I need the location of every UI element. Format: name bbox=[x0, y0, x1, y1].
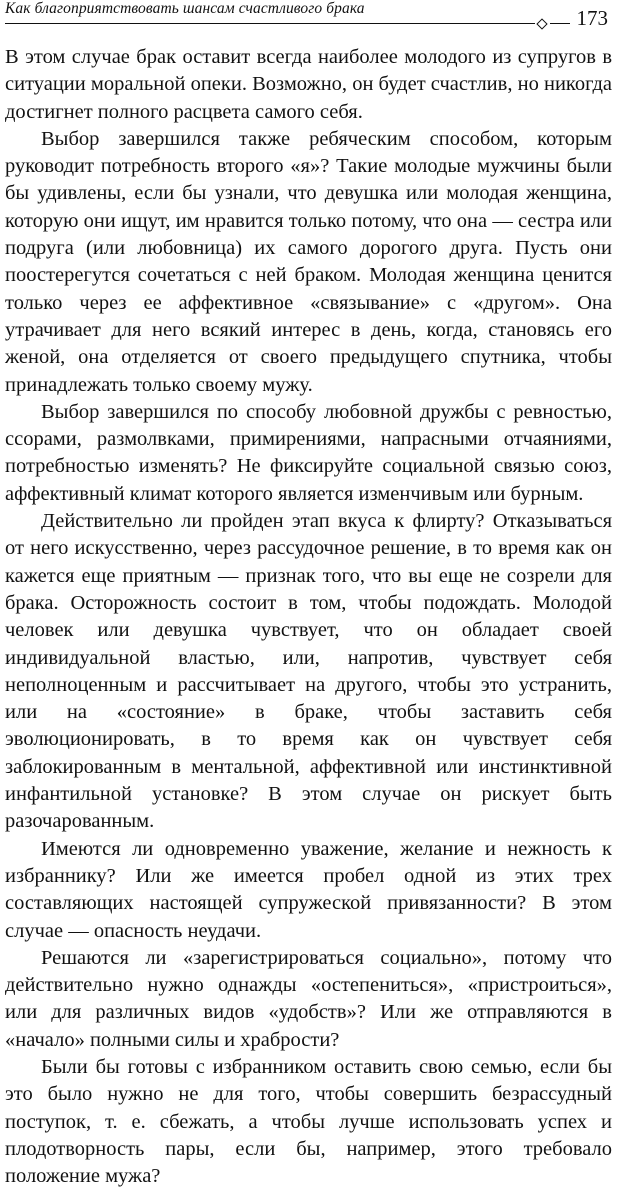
paragraph: Были бы готовы с избранником оставить свою семью, если бы это было нужно не для того, чтобы совершить безрассудный поступок, т. е. сбежать, а чтобы лучше использовать успех и плодотворность пары, если бы, например, этого требовало положение мужа? bbox=[5, 1055, 612, 1188]
page-number: 173 bbox=[576, 6, 608, 30]
paragraph: Выбор завершился по способу любовной дружбы с ревностью, ссорами, размолвками, примирениями, напрасными отчаяниями, потребностью изменять? Не фиксируйте социальной связью союз, аффективный климат которого является изменчивым или бурным. bbox=[5, 400, 612, 505]
paragraph: Действительно ли пройден этап вкуса к флирту? Отказываться от него искусственно, через рассудочное решение, в то время как он кажется еще приятным — признак того, что вы еще не созрели для брака. Осторожность состоит в том, чтобы подождать. Молодой человек или девушка чувствует, что он обладает своей индивидуальной властью, или, напротив, чувствует себя неполноценным и рассчитывает на другого, чтобы это устранить, или на «состояние» в браке, чтобы заставить себя эволюционировать, в то время как он чувствует себя заблокированным в ментальной, аффективной или инстинктивной инфантильной установке? В этом случае он рискует быть разочарованным. bbox=[5, 510, 612, 833]
diamond-ornament-icon bbox=[536, 18, 547, 29]
running-title: Как благоприятствовать шансам счастливого брака bbox=[5, 0, 365, 17]
header-rule-end bbox=[550, 23, 570, 24]
paragraph: Имеются ли одновременно уважение, желание и нежность к избраннику? Или же имеется пробел одной из этих трех составляющих настоящей супружеской привязанности? В этом случае — опасность неудачи. bbox=[5, 837, 612, 942]
paragraph: Решаются ли «зарегистрироваться социально», потому что действительно нужно однажды «остепениться», «пристроиться», или для различных видов «удобств»? Или же отправляются в «начало» полными силы и храбрости? bbox=[5, 946, 612, 1051]
paragraph: Выбор завершился также ребяческим способом, которым руководит потребность второго «я»? Такие молодые мужчины были бы удивлены, если бы узнали, что девушка или молодая женщина, которую они ищут, им нравится только потому, что она — сестра или подруга (или любовница) их самого дорогого друга. Пусть они поостерегутся сочетаться с ней браком. Молодая женщина ценится только через ее аффективное «связывание» с «другом». Она утрачивает для него всякий интерес в день, когда, становясь его женой, она отделяется от своего предыдущего спутника, чтобы принадлежать только своему мужу. bbox=[5, 127, 612, 396]
body-text bbox=[5, 44, 612, 1190]
paragraph: В этом случае брак оставит всегда наиболее молодого из супругов в ситуации моральной опеки. Возможно, он будет счастлив, но никогда достигнет полного расцвета самого себя. bbox=[5, 46, 612, 123]
page-header bbox=[5, 0, 612, 44]
header-rule bbox=[5, 23, 535, 24]
